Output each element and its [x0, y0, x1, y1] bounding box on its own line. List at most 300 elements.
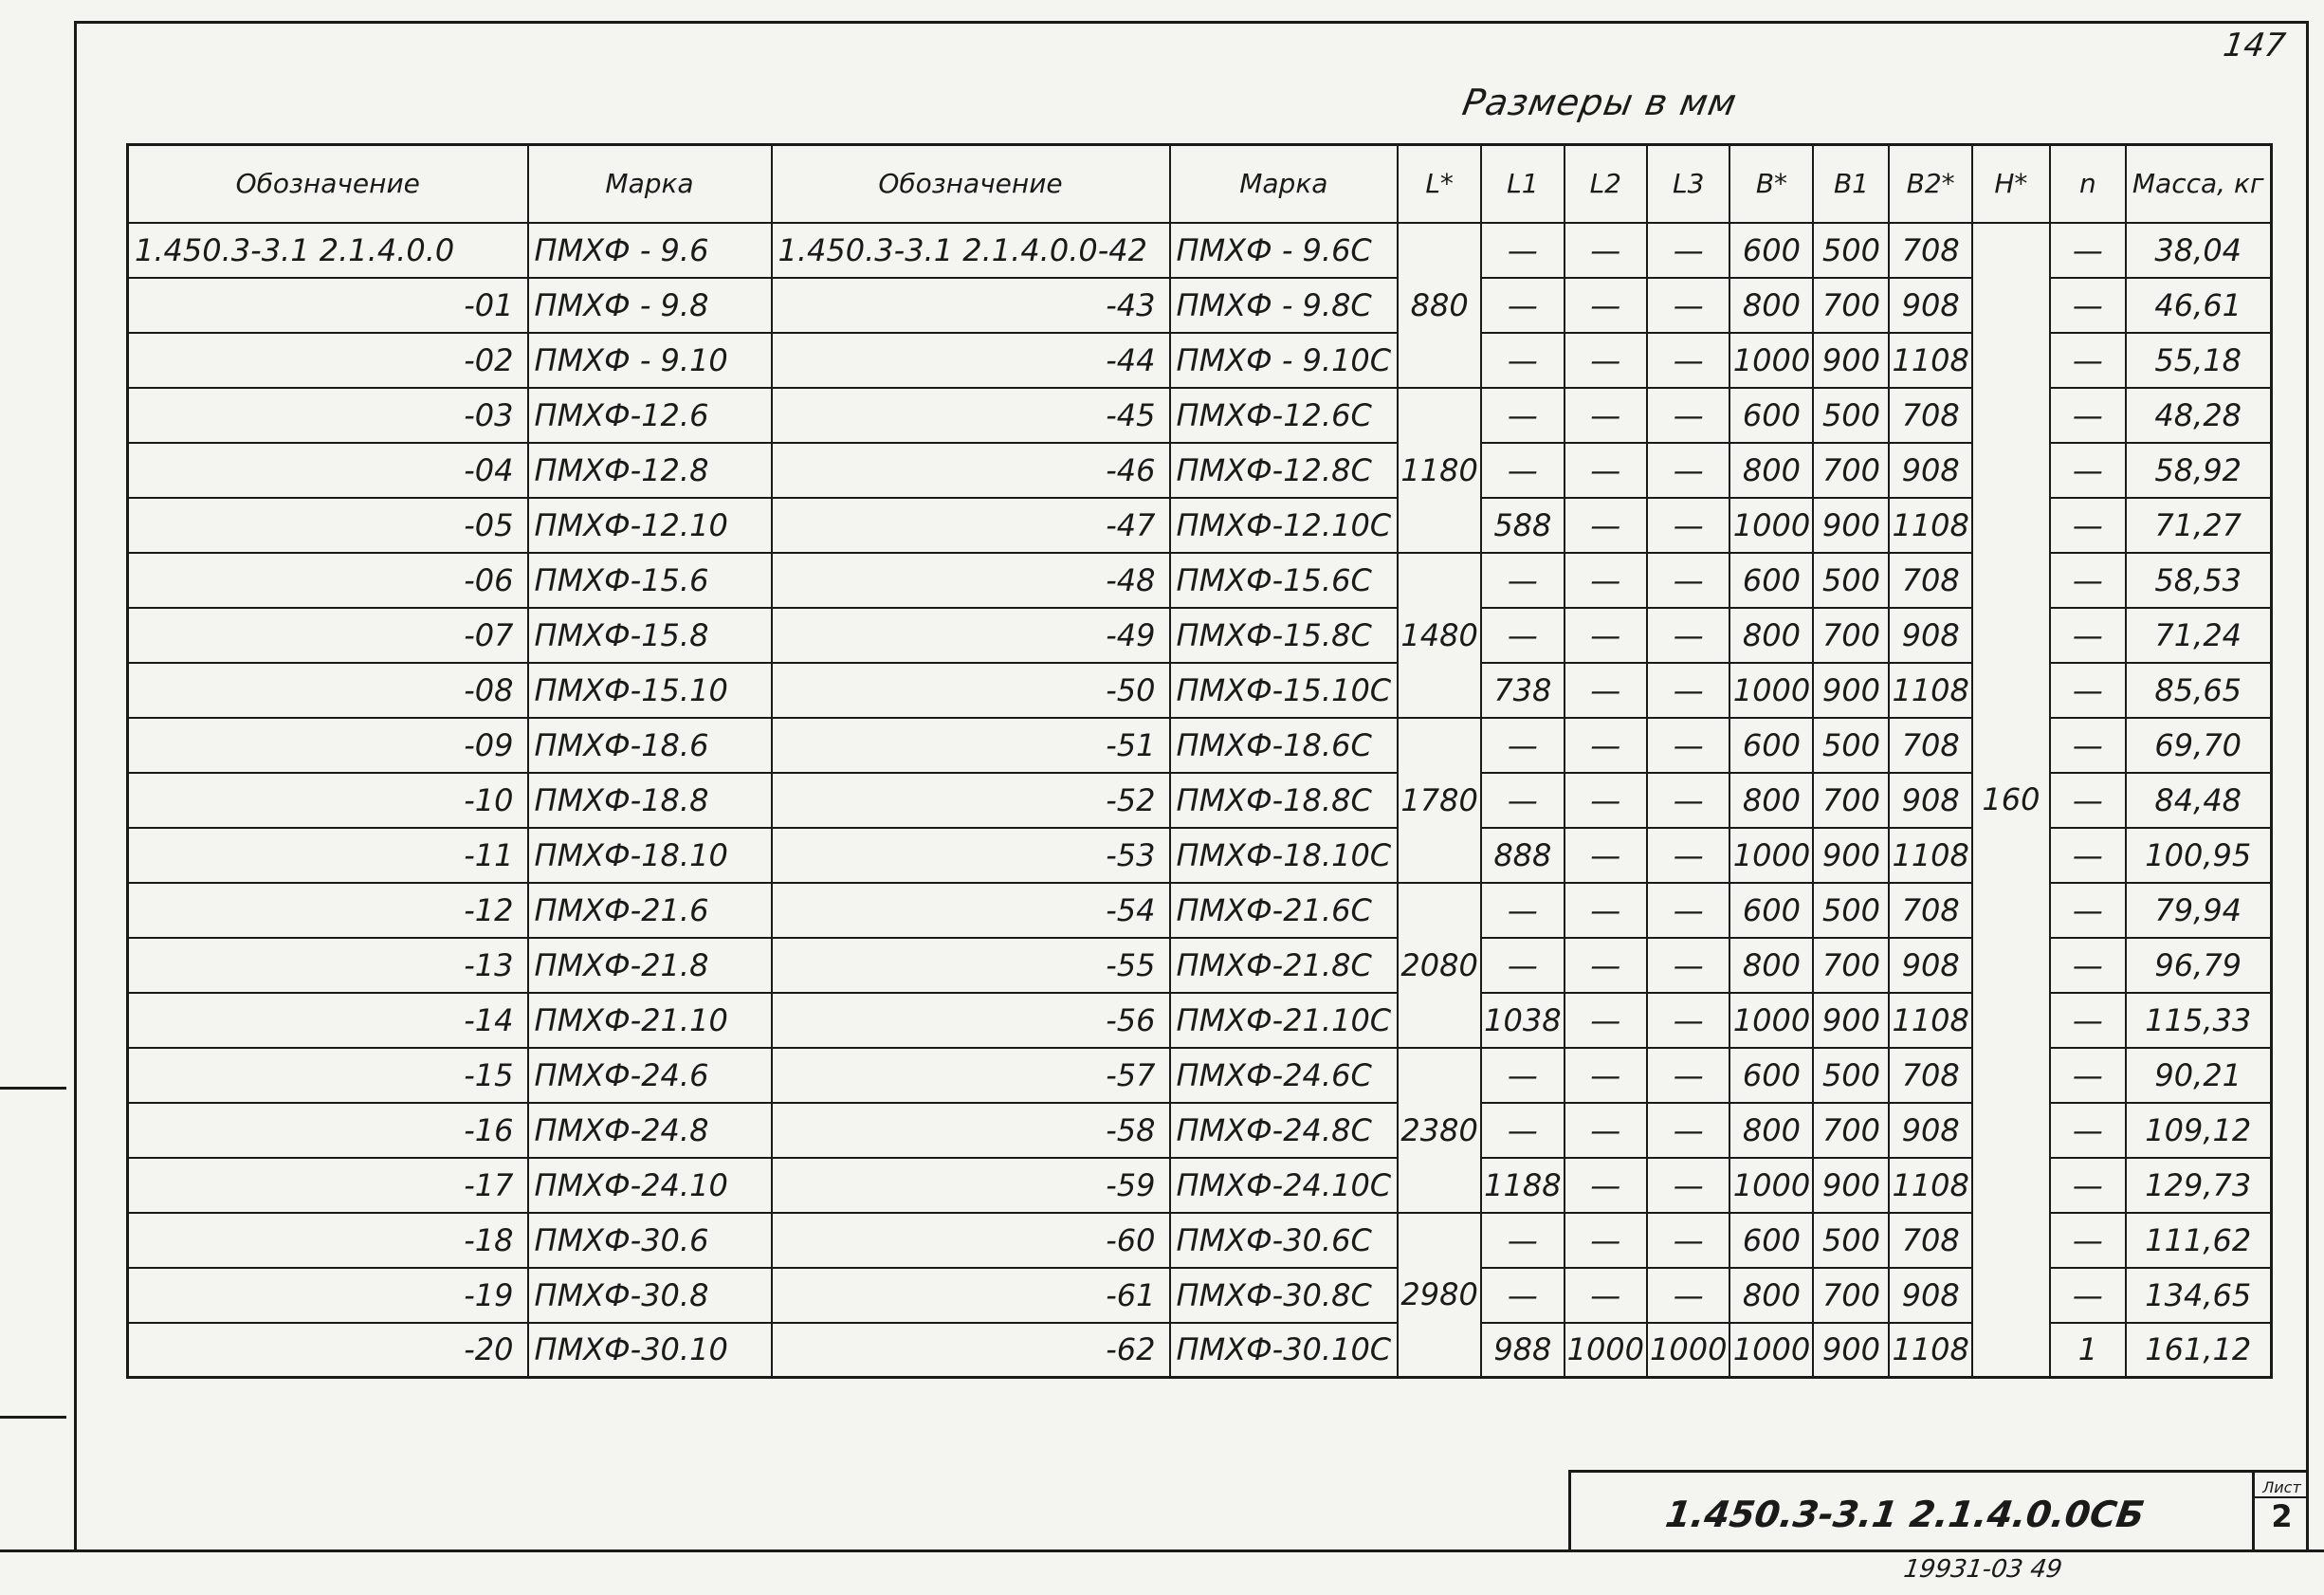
length-cell: 1180	[1398, 388, 1481, 553]
margin-tick	[0, 1416, 66, 1419]
l3-cell: —	[1647, 1268, 1729, 1323]
b2-cell: 908	[1889, 1103, 1971, 1158]
l2-cell: —	[1565, 1103, 1647, 1158]
mark-cell: ПМХФ-30.6С	[1170, 1213, 1399, 1268]
mark-cell: ПМХФ-15.6С	[1170, 553, 1399, 608]
l1-cell: —	[1481, 443, 1564, 498]
n-cell: —	[2050, 223, 2126, 278]
l2-cell: —	[1565, 498, 1647, 553]
column-header: Масса, кг	[2126, 145, 2271, 223]
designation-cell: -51	[772, 718, 1170, 773]
l2-cell: 1000	[1565, 1323, 1647, 1378]
mass-cell: 115,33	[2126, 993, 2271, 1048]
table-body	[128, 223, 2272, 1378]
mark-cell: ПМХФ-21.6	[528, 883, 772, 938]
mark-cell: ПМХФ - 9.6С	[1170, 223, 1399, 278]
designation-cell: -06	[128, 553, 528, 608]
table-row	[128, 773, 2272, 828]
designation-cell: -10	[128, 773, 528, 828]
b2-cell: 908	[1889, 773, 1971, 828]
column-header: H*	[1972, 145, 2050, 223]
table-row	[128, 993, 2272, 1048]
length-cell: 1780	[1398, 718, 1481, 883]
b2-cell: 1108	[1889, 1323, 1971, 1378]
l2-cell: —	[1565, 663, 1647, 718]
document-code: 1.450.3-3.1 2.1.4.0.0СБ	[1662, 1494, 2148, 1535]
n-cell: —	[2050, 883, 2126, 938]
designation-cell: -46	[772, 443, 1170, 498]
l3-cell: 1000	[1647, 1323, 1729, 1378]
n-cell: —	[2050, 663, 2126, 718]
sheet-box	[2252, 1473, 2309, 1549]
mass-cell: 71,24	[2126, 608, 2271, 663]
n-cell: 1	[2050, 1323, 2126, 1378]
column-header: B2*	[1889, 145, 1971, 223]
mass-cell: 84,48	[2126, 773, 2271, 828]
b-cell: 1000	[1729, 1323, 1813, 1378]
b-cell: 600	[1729, 1213, 1813, 1268]
b-cell: 600	[1729, 223, 1813, 278]
l3-cell: —	[1647, 443, 1729, 498]
mark-cell: ПМХФ-21.10С	[1170, 993, 1399, 1048]
column-header: n	[2050, 145, 2126, 223]
mark-cell: ПМХФ-30.10С	[1170, 1323, 1399, 1378]
l2-cell: —	[1565, 828, 1647, 883]
b1-cell: 900	[1813, 663, 1889, 718]
b2-cell: 1108	[1889, 1158, 1971, 1213]
l2-cell: —	[1565, 883, 1647, 938]
designation-cell: -11	[128, 828, 528, 883]
mass-cell: 48,28	[2126, 388, 2271, 443]
b1-cell: 700	[1813, 608, 1889, 663]
l3-cell: —	[1647, 718, 1729, 773]
b2-cell: 708	[1889, 883, 1971, 938]
mass-cell: 90,21	[2126, 1048, 2271, 1103]
l3-cell: —	[1647, 223, 1729, 278]
n-cell: —	[2050, 1048, 2126, 1103]
n-cell: —	[2050, 608, 2126, 663]
mark-cell: ПМХФ - 9.6	[528, 223, 772, 278]
b1-cell: 500	[1813, 1048, 1889, 1103]
l1-cell: —	[1481, 608, 1564, 663]
b-cell: 800	[1729, 608, 1813, 663]
b1-cell: 700	[1813, 443, 1889, 498]
l1-cell: 988	[1481, 1323, 1564, 1378]
b1-cell: 700	[1813, 773, 1889, 828]
designation-cell: -08	[128, 663, 528, 718]
designation-cell: -15	[128, 1048, 528, 1103]
table-row	[128, 883, 2272, 938]
column-header: Марка	[528, 145, 772, 223]
b-cell: 1000	[1729, 663, 1813, 718]
mass-cell: 100,95	[2126, 828, 2271, 883]
length-cell: 2080	[1398, 883, 1481, 1048]
mass-cell: 129,73	[2126, 1158, 2271, 1213]
l3-cell: —	[1647, 333, 1729, 388]
mark-cell: ПМХФ-15.6	[528, 553, 772, 608]
table-row	[128, 608, 2272, 663]
designation-cell: -54	[772, 883, 1170, 938]
column-header: B*	[1729, 145, 1813, 223]
designation-cell: -43	[772, 278, 1170, 333]
mass-cell: 55,18	[2126, 333, 2271, 388]
b2-cell: 908	[1889, 278, 1971, 333]
l2-cell: —	[1565, 388, 1647, 443]
mark-cell: ПМХФ-30.8С	[1170, 1268, 1399, 1323]
l3-cell: —	[1647, 1213, 1729, 1268]
designation-cell: -53	[772, 828, 1170, 883]
mark-cell: ПМХФ - 9.8С	[1170, 278, 1399, 333]
b-cell: 800	[1729, 1103, 1813, 1158]
l1-cell: —	[1481, 1048, 1564, 1103]
l1-cell: —	[1481, 938, 1564, 993]
inventory-number: 19931-03 49	[1901, 1555, 2064, 1584]
l1-cell: 1038	[1481, 993, 1564, 1048]
column-header: L3	[1647, 145, 1729, 223]
l2-cell: —	[1565, 1213, 1647, 1268]
n-cell: —	[2050, 1268, 2126, 1323]
b1-cell: 900	[1813, 993, 1889, 1048]
b2-cell: 1108	[1889, 498, 1971, 553]
mark-cell: ПМХФ-21.10	[528, 993, 772, 1048]
b1-cell: 500	[1813, 718, 1889, 773]
l1-cell: —	[1481, 1213, 1564, 1268]
mass-cell: 46,61	[2126, 278, 2271, 333]
b-cell: 1000	[1729, 828, 1813, 883]
l1-cell: —	[1481, 553, 1564, 608]
b2-cell: 1108	[1889, 828, 1971, 883]
designation-cell: -17	[128, 1158, 528, 1213]
n-cell: —	[2050, 443, 2126, 498]
mark-cell: ПМХФ-24.6	[528, 1048, 772, 1103]
l3-cell: —	[1647, 938, 1729, 993]
l2-cell: —	[1565, 333, 1647, 388]
l1-cell: —	[1481, 278, 1564, 333]
b1-cell: 500	[1813, 1213, 1889, 1268]
l1-cell: —	[1481, 388, 1564, 443]
mark-cell: ПМХФ-21.6С	[1170, 883, 1399, 938]
table-row	[128, 663, 2272, 718]
b1-cell: 700	[1813, 278, 1889, 333]
table-row	[128, 1103, 2272, 1158]
l1-cell: —	[1481, 773, 1564, 828]
designation-cell: -05	[128, 498, 528, 553]
b1-cell: 700	[1813, 938, 1889, 993]
l3-cell: —	[1647, 828, 1729, 883]
table-header-row	[128, 145, 2272, 223]
mark-cell: ПМХФ-24.8	[528, 1103, 772, 1158]
length-cell: 2380	[1398, 1048, 1481, 1213]
designation-cell: -02	[128, 333, 528, 388]
b2-cell: 1108	[1889, 663, 1971, 718]
l3-cell: —	[1647, 1048, 1729, 1103]
mark-cell: ПМХФ-18.6С	[1170, 718, 1399, 773]
designation-cell: -47	[772, 498, 1170, 553]
mass-cell: 58,92	[2126, 443, 2271, 498]
l2-cell: —	[1565, 1268, 1647, 1323]
n-cell: —	[2050, 1103, 2126, 1158]
n-cell: —	[2050, 278, 2126, 333]
l3-cell: —	[1647, 388, 1729, 443]
b1-cell: 900	[1813, 1158, 1889, 1213]
designation-cell: -56	[772, 993, 1170, 1048]
b1-cell: 500	[1813, 553, 1889, 608]
margin-tick	[0, 1087, 66, 1090]
mark-cell: ПМХФ-12.6С	[1170, 388, 1399, 443]
mark-cell: ПМХФ-15.8С	[1170, 608, 1399, 663]
b2-cell: 708	[1889, 718, 1971, 773]
sheet-number: 2	[2271, 1498, 2293, 1534]
b1-cell: 900	[1813, 1323, 1889, 1378]
table-row	[128, 718, 2272, 773]
mark-cell: ПМХФ-21.8С	[1170, 938, 1399, 993]
n-cell: —	[2050, 553, 2126, 608]
mark-cell: ПМХФ-30.8	[528, 1268, 772, 1323]
l2-cell: —	[1565, 938, 1647, 993]
b2-cell: 708	[1889, 388, 1971, 443]
b1-cell: 500	[1813, 883, 1889, 938]
column-header: B1	[1813, 145, 1889, 223]
b2-cell: 908	[1889, 1268, 1971, 1323]
n-cell: —	[2050, 718, 2126, 773]
n-cell: —	[2050, 828, 2126, 883]
table-row	[128, 388, 2272, 443]
mass-cell: 71,27	[2126, 498, 2271, 553]
l1-cell: —	[1481, 1103, 1564, 1158]
length-cell: 2980	[1398, 1213, 1481, 1378]
mark-cell: ПМХФ - 9.10С	[1170, 333, 1399, 388]
designation-cell: -59	[772, 1158, 1170, 1213]
table-row	[128, 333, 2272, 388]
l3-cell: —	[1647, 1103, 1729, 1158]
designation-cell: -45	[772, 388, 1170, 443]
column-header: L2	[1565, 145, 1647, 223]
l2-cell: —	[1565, 278, 1647, 333]
designation-cell: -58	[772, 1103, 1170, 1158]
b-cell: 800	[1729, 1268, 1813, 1323]
mass-cell: 96,79	[2126, 938, 2271, 993]
l1-cell: 1188	[1481, 1158, 1564, 1213]
b-cell: 600	[1729, 883, 1813, 938]
table-row	[128, 278, 2272, 333]
mark-cell: ПМХФ-12.10	[528, 498, 772, 553]
b2-cell: 908	[1889, 443, 1971, 498]
b-cell: 1000	[1729, 498, 1813, 553]
l2-cell: —	[1565, 993, 1647, 1048]
sheet-label: Лист	[2255, 1478, 2309, 1498]
bottom-border	[0, 1549, 2324, 1552]
length-cell: 880	[1398, 223, 1481, 388]
l1-cell: —	[1481, 223, 1564, 278]
l2-cell: —	[1565, 1048, 1647, 1103]
l1-cell: —	[1481, 718, 1564, 773]
b-cell: 600	[1729, 1048, 1813, 1103]
length-cell: 1480	[1398, 553, 1481, 718]
mass-cell: 109,12	[2126, 1103, 2271, 1158]
mark-cell: ПМХФ-24.6С	[1170, 1048, 1399, 1103]
designation-cell: -60	[772, 1213, 1170, 1268]
l1-cell: 588	[1481, 498, 1564, 553]
l3-cell: —	[1647, 278, 1729, 333]
mark-cell: ПМХФ - 9.10	[528, 333, 772, 388]
designation-cell: -52	[772, 773, 1170, 828]
mass-cell: 69,70	[2126, 718, 2271, 773]
l1-cell: —	[1481, 883, 1564, 938]
b-cell: 1000	[1729, 333, 1813, 388]
b-cell: 800	[1729, 443, 1813, 498]
designation-cell: -61	[772, 1268, 1170, 1323]
designation-cell: -07	[128, 608, 528, 663]
column-header: L*	[1398, 145, 1481, 223]
designation-cell: -48	[772, 553, 1170, 608]
table-row	[128, 498, 2272, 553]
mass-cell: 111,62	[2126, 1213, 2271, 1268]
specification-table	[126, 143, 2273, 1379]
table-row	[128, 443, 2272, 498]
column-header: Марка	[1170, 145, 1399, 223]
page-number: 147	[2221, 27, 2288, 64]
l2-cell: —	[1565, 718, 1647, 773]
column-header: Обозначение	[772, 145, 1170, 223]
mass-cell: 85,65	[2126, 663, 2271, 718]
b-cell: 600	[1729, 388, 1813, 443]
mark-cell: ПМХФ-12.6	[528, 388, 772, 443]
mark-cell: ПМХФ-24.10С	[1170, 1158, 1399, 1213]
l3-cell: —	[1647, 773, 1729, 828]
designation-cell: -55	[772, 938, 1170, 993]
designation-cell: -04	[128, 443, 528, 498]
mark-cell: ПМХФ-18.10	[528, 828, 772, 883]
table-row	[128, 1158, 2272, 1213]
designation-cell: 1.450.3-3.1 2.1.4.0.0	[128, 223, 528, 278]
mass-cell: 58,53	[2126, 553, 2271, 608]
b-cell: 600	[1729, 553, 1813, 608]
mass-cell: 134,65	[2126, 1268, 2271, 1323]
table-row	[128, 1268, 2272, 1323]
mark-cell: ПМХФ-30.10	[528, 1323, 772, 1378]
mark-cell: ПМХФ-21.8	[528, 938, 772, 993]
l2-cell: —	[1565, 553, 1647, 608]
n-cell: —	[2050, 333, 2126, 388]
l2-cell: —	[1565, 1158, 1647, 1213]
b2-cell: 708	[1889, 553, 1971, 608]
table-row	[128, 828, 2272, 883]
designation-cell: 1.450.3-3.1 2.1.4.0.0-42	[772, 223, 1170, 278]
b2-cell: 708	[1889, 1213, 1971, 1268]
b1-cell: 700	[1813, 1268, 1889, 1323]
designation-cell: -49	[772, 608, 1170, 663]
mark-cell: ПМХФ-24.8С	[1170, 1103, 1399, 1158]
table-row	[128, 1048, 2272, 1103]
n-cell: —	[2050, 388, 2126, 443]
table-row	[128, 1323, 2272, 1378]
n-cell: —	[2050, 1213, 2126, 1268]
n-cell: —	[2050, 498, 2126, 553]
mark-cell: ПМХФ-24.10	[528, 1158, 772, 1213]
designation-cell: -57	[772, 1048, 1170, 1103]
l3-cell: —	[1647, 1158, 1729, 1213]
l3-cell: —	[1647, 993, 1729, 1048]
b1-cell: 900	[1813, 498, 1889, 553]
l3-cell: —	[1647, 553, 1729, 608]
b1-cell: 700	[1813, 1103, 1889, 1158]
designation-cell: -12	[128, 883, 528, 938]
title-block	[1568, 1470, 2309, 1549]
b1-cell: 500	[1813, 223, 1889, 278]
b-cell: 800	[1729, 938, 1813, 993]
designation-cell: -14	[128, 993, 528, 1048]
designation-cell: -09	[128, 718, 528, 773]
n-cell: —	[2050, 938, 2126, 993]
b2-cell: 1108	[1889, 333, 1971, 388]
mark-cell: ПМХФ-15.8	[528, 608, 772, 663]
mark-cell: ПМХФ-12.8С	[1170, 443, 1399, 498]
designation-cell: -19	[128, 1268, 528, 1323]
designation-cell: -03	[128, 388, 528, 443]
designation-cell: -44	[772, 333, 1170, 388]
b-cell: 600	[1729, 718, 1813, 773]
designation-cell: -20	[128, 1323, 528, 1378]
b-cell: 800	[1729, 773, 1813, 828]
mark-cell: ПМХФ-12.8	[528, 443, 772, 498]
b1-cell: 900	[1813, 333, 1889, 388]
l3-cell: —	[1647, 498, 1729, 553]
height-cell: 160	[1972, 223, 2050, 1378]
l1-cell: 738	[1481, 663, 1564, 718]
l2-cell: —	[1565, 773, 1647, 828]
mark-cell: ПМХФ-15.10С	[1170, 663, 1399, 718]
table-row	[128, 1213, 2272, 1268]
mark-cell: ПМХФ-15.10	[528, 663, 772, 718]
mark-cell: ПМХФ-30.6	[528, 1213, 772, 1268]
mark-cell: ПМХФ-18.8	[528, 773, 772, 828]
l1-cell: —	[1481, 1268, 1564, 1323]
l2-cell: —	[1565, 608, 1647, 663]
l2-cell: —	[1565, 223, 1647, 278]
l3-cell: —	[1647, 883, 1729, 938]
b-cell: 800	[1729, 278, 1813, 333]
b2-cell: 908	[1889, 938, 1971, 993]
designation-cell: -01	[128, 278, 528, 333]
b-cell: 1000	[1729, 993, 1813, 1048]
b2-cell: 708	[1889, 1048, 1971, 1103]
mass-cell: 38,04	[2126, 223, 2271, 278]
l3-cell: —	[1647, 663, 1729, 718]
l1-cell: 888	[1481, 828, 1564, 883]
b1-cell: 900	[1813, 828, 1889, 883]
n-cell: —	[2050, 1158, 2126, 1213]
column-header: Обозначение	[128, 145, 528, 223]
table-row	[128, 938, 2272, 993]
designation-cell: -18	[128, 1213, 528, 1268]
mark-cell: ПМХФ-18.6	[528, 718, 772, 773]
b-cell: 1000	[1729, 1158, 1813, 1213]
l2-cell: —	[1565, 443, 1647, 498]
n-cell: —	[2050, 773, 2126, 828]
l1-cell: —	[1481, 333, 1564, 388]
b2-cell: 908	[1889, 608, 1971, 663]
mark-cell: ПМХФ-18.10С	[1170, 828, 1399, 883]
mass-cell: 161,12	[2126, 1323, 2271, 1378]
designation-cell: -16	[128, 1103, 528, 1158]
l3-cell: —	[1647, 608, 1729, 663]
mass-cell: 79,94	[2126, 883, 2271, 938]
units-caption: Размеры в мм	[1459, 82, 1741, 123]
designation-cell: -62	[772, 1323, 1170, 1378]
b2-cell: 1108	[1889, 993, 1971, 1048]
column-header: L1	[1481, 145, 1564, 223]
b1-cell: 500	[1813, 388, 1889, 443]
